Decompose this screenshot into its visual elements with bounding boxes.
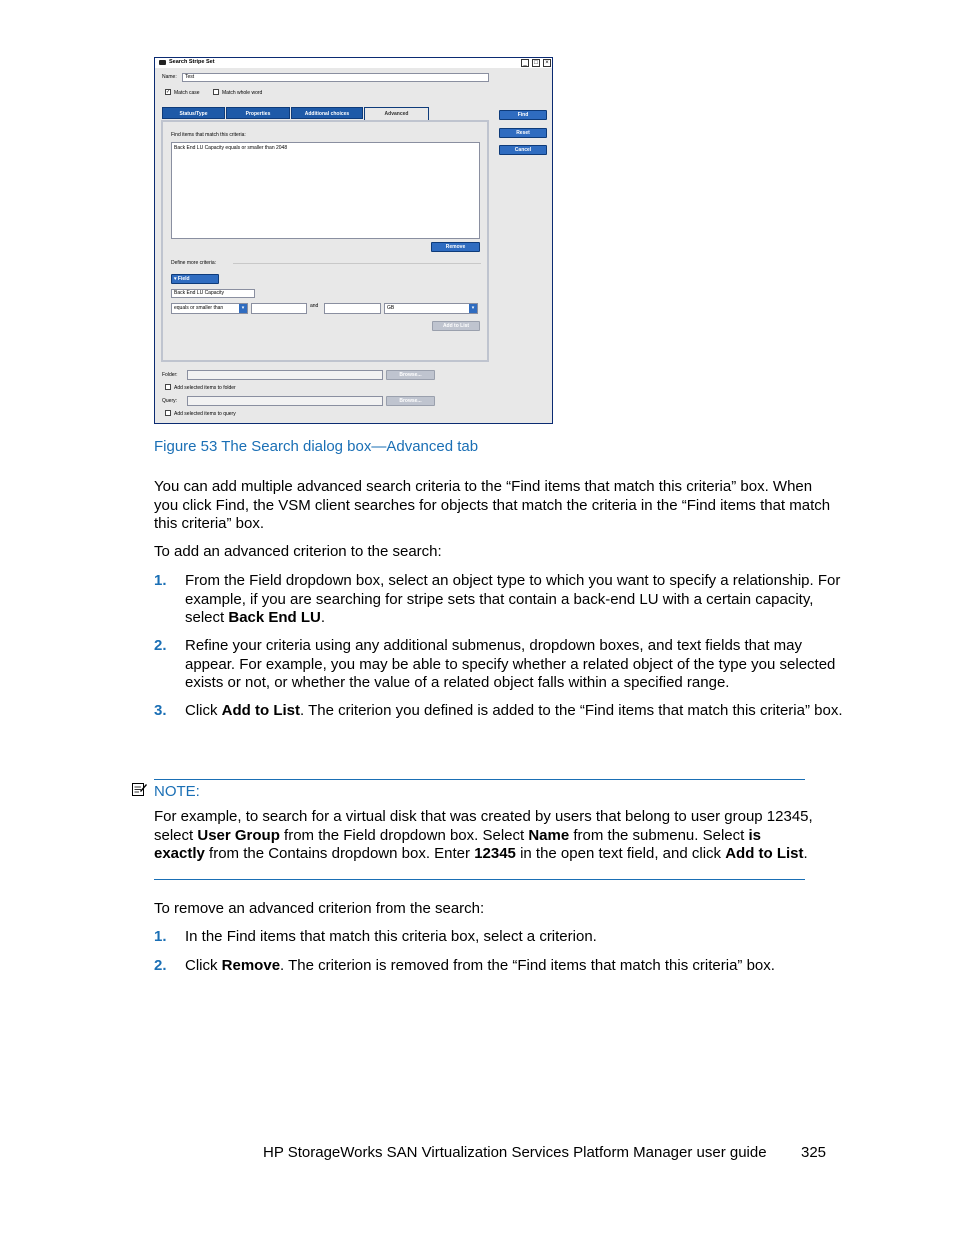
remove-step-1 [154,928,844,947]
match-whole-word-checkbox[interactable] [213,89,219,95]
field-value-input[interactable]: Back End LU Capacity [171,289,255,298]
step-text: In the Find items that match this criteria box, select a criterion. [185,928,597,945]
close-icon[interactable]: × [543,59,551,67]
unit-value: GB [387,305,395,311]
step-number: 3. [154,702,167,719]
figure-caption: Figure 53 The Search dialog box—Advanced tab [154,438,479,455]
divider [233,263,481,264]
name-input[interactable]: Test [182,73,489,82]
find-items-label: Find items that match this criteria: [171,132,246,138]
note-top-rule [154,779,805,780]
step-number: 1. [154,928,167,945]
add-step-1 [154,572,844,628]
chevron-down-icon: ▾ [469,304,477,313]
dialog-titlebar [155,58,552,68]
add-heading: To add an advanced criterion to the search: [154,543,442,560]
tab-properties[interactable]: Properties [226,107,290,119]
match-case-label: Match case [174,90,200,96]
reset-button[interactable]: Reset [499,128,547,138]
step-text-end: . [320,609,326,627]
step-number: 1. [154,572,167,589]
advanced-panel [161,120,489,362]
note-text: For example, to search for a virtual disk that was created by users that belong to user group 12345, select User Group from the Field dropdown box. Select Name from the submenu. Select is exactly from the Contains dropdown box. Enter 12345 in the open text field, and click Add to List. [154,808,813,863]
query-input[interactable] [187,396,383,406]
query-label: Query: [162,398,178,404]
field-dropdown-button[interactable] [171,274,219,284]
value-from-input[interactable] [251,303,307,314]
remove-step-2 [154,957,844,976]
folder-label: Folder: [162,372,178,378]
match-case-checkbox[interactable]: ✓ [166,89,171,95]
cancel-button[interactable]: Cancel [499,145,547,155]
define-more-criteria-label: Define more criteria: [171,260,217,266]
tab-additional-choices[interactable]: Additional choices [291,107,363,119]
minimize-icon[interactable]: _ [521,59,529,67]
match-whole-word-label: Match whole word [222,90,263,96]
tab-status-type[interactable]: Status/Type [162,107,225,119]
step-text-end: . The criterion is removed from the “Find items that match this criteria” box. [280,957,775,974]
remove-button[interactable]: Remove [431,242,480,252]
note-label: NOTE: [154,783,200,800]
criteria-list-item[interactable]: Back End LU Capacity equals or smaller than 2048 [174,145,288,151]
folder-input[interactable] [187,370,383,380]
add-step-3 [154,702,844,721]
step-text: Click [185,957,222,974]
step-text: Click [185,702,222,719]
step-text: From the Field dropdown box, select an object type to which you want to specify a relationship. For example, if you are searching for stripe sets that contain a back-end LU with a certain capacity, select [185,572,841,627]
step-bold: Back End LU [228,609,321,627]
add-step-2 [154,637,844,693]
add-to-query-checkbox[interactable] [165,410,171,416]
note-icon [131,781,147,797]
unit-dropdown[interactable] [384,303,478,314]
add-to-list-button[interactable]: Add to List [432,321,480,331]
field-dropdown-label: Field [177,276,190,282]
maximize-icon[interactable]: □ [532,59,540,67]
add-to-query-label: Add selected items to query [174,411,236,417]
step-bold: Add to List [221,702,300,719]
operator-dropdown[interactable] [171,303,248,314]
step-text-end: . The criterion you defined is added to the “Find items that match this criteria” box. [300,702,843,719]
step-number: 2. [154,637,167,654]
chevron-down-icon: ▾ [174,276,177,282]
and-label: and [310,303,319,309]
note-bottom-rule [154,879,805,880]
step-number: 2. [154,957,167,974]
dialog-title: Search Stripe Set [169,59,215,65]
chevron-down-icon: ▾ [239,304,247,313]
browse-folder-button[interactable]: Browse... [386,370,435,380]
find-button[interactable]: Find [499,110,547,120]
remove-heading: To remove an advanced criterion from the search: [154,900,485,917]
step-bold: Remove [221,957,281,974]
footer-title: HP StorageWorks SAN Virtualization Services Platform Manager user guide [263,1144,767,1161]
value-to-input[interactable] [324,303,381,314]
criteria-list[interactable] [171,142,480,239]
add-to-folder-label: Add selected items to folder [174,385,236,391]
add-to-folder-checkbox[interactable] [165,384,171,390]
app-icon [159,60,166,65]
browse-query-button[interactable]: Browse... [386,396,435,406]
search-dialog-screenshot [154,57,553,424]
intro-paragraph: You can add multiple advanced search criteria to the “Find items that match this criteria” box. When you click Find, the VSM client searches for objects that match the criteria in the “Find items that match this criteria” box. [154,478,831,533]
name-label: Name: [162,74,177,80]
operator-value: equals or smaller than [174,305,224,311]
step-text: Refine your criteria using any additional submenus, dropdown boxes, and text fields that may appear. For example, you may be able to specify whether a related object of the type you selected exists or not, or whether the value of a related object falls within a specified range. [185,637,836,692]
tab-advanced[interactable]: Advanced [364,107,429,121]
page-number: 325 [801,1144,827,1161]
